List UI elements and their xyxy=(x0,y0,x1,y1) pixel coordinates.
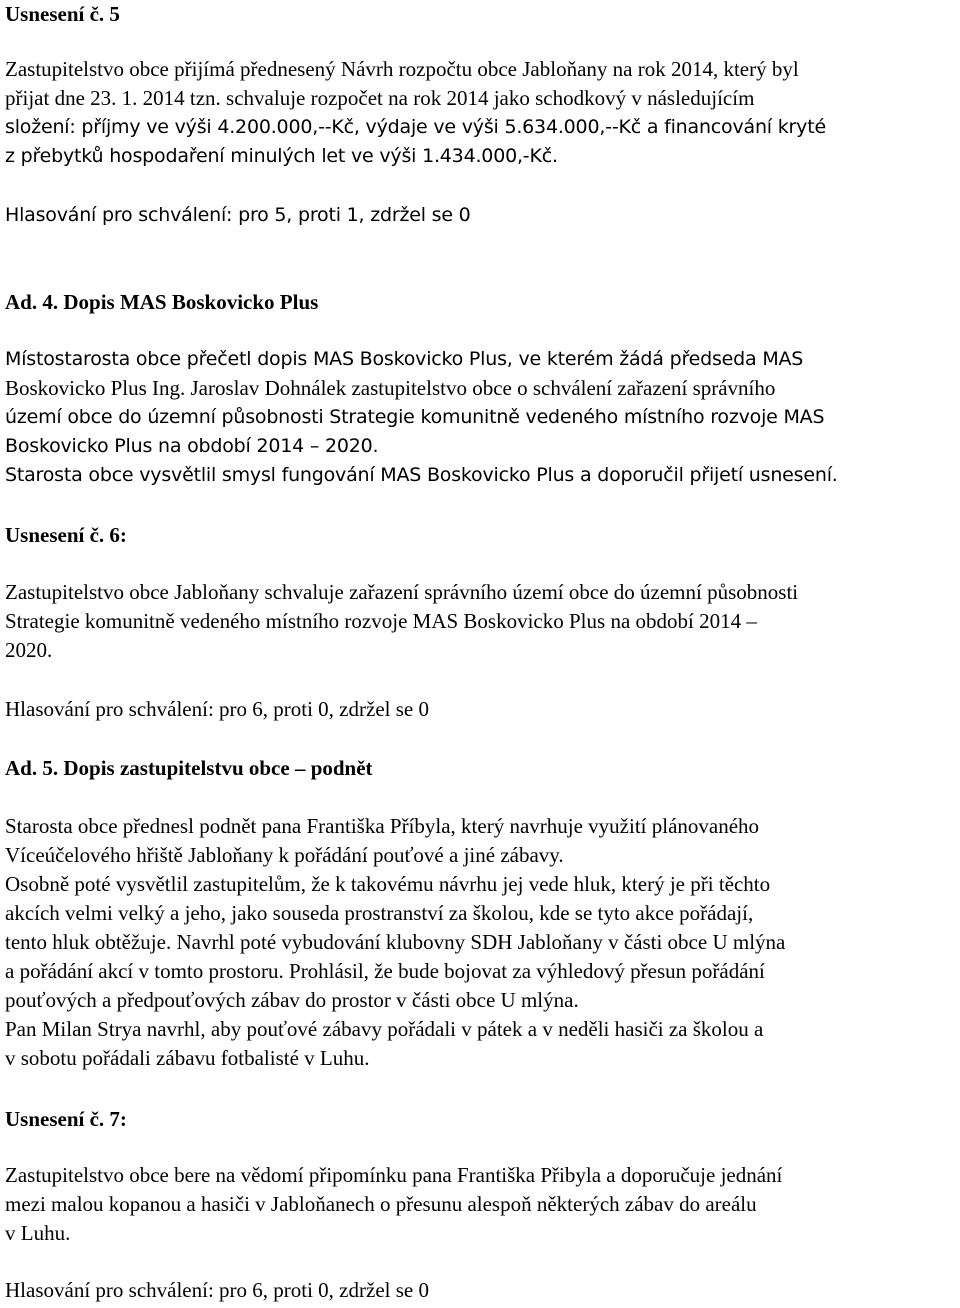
paragraph-line: Starosta obce vysvětlil smysl fungování MAS Boskovicko Plus a doporučil přijetí usnesení. xyxy=(5,464,838,486)
paragraph-line: mezi malou kopanou a hasiči v Jabloňanech o přesunu alespoň některých zábav do areálu xyxy=(5,1192,757,1216)
resolution-7-text xyxy=(5,1161,782,1248)
paragraph-line: Místostarosta obce přečetl dopis MAS Boskovicko Plus, ve kterém žádá předseda MAS xyxy=(5,348,804,370)
vote-result: Hlasování pro schválení: pro 5, proti 1, zdržel se 0 xyxy=(5,204,471,226)
agenda-item-5-heading: Ad. 5. Dopis zastupitelstvu obce – podnět xyxy=(5,756,373,780)
paragraph-line: tento hluk obtěžuje. Navrhl poté vybudování klubovny SDH Jabloňany v části obce U mlýna xyxy=(5,930,786,954)
paragraph-line: Zastupitelstvo obce bere na vědomí připomínku pana Františka Přibyla a doporučuje jednání xyxy=(5,1163,783,1187)
paragraph-line: přijat dne 23. 1. 2014 tzn. schvaluje rozpočet na rok 2014 jako schodkový v následujícím xyxy=(5,86,755,110)
paragraph-line: 2020. xyxy=(5,638,53,662)
paragraph-line: Strategie komunitně vedeného místního rozvoje MAS Boskovicko Plus na období 2014 – xyxy=(5,609,757,633)
agenda-item-5-text xyxy=(5,812,785,1073)
resolution-7-heading: Usnesení č. 7: xyxy=(5,1107,127,1131)
resolution-5-text xyxy=(5,55,826,171)
paragraph-line: v sobotu pořádali zábavu fotbalisté v Luhu. xyxy=(5,1046,370,1070)
vote-result: Hlasování pro schválení: pro 6, proti 0, zdržel se 0 xyxy=(5,697,429,721)
paragraph-line: akcích velmi velký a jeho, jako souseda prostranství za školou, kde se tyto akce pořádají, xyxy=(5,901,754,925)
agenda-item-4-text xyxy=(5,345,838,490)
paragraph-line: Boskovicko Plus na období 2014 – 2020. xyxy=(5,435,379,457)
paragraph-line: v Luhu. xyxy=(5,1221,71,1245)
paragraph-line: pouťových a předpouťových zábav do prostor v části obce U mlýna. xyxy=(5,988,579,1012)
agenda-item-4-heading: Ad. 4. Dopis MAS Boskovicko Plus xyxy=(5,290,319,314)
resolution-5 xyxy=(5,0,120,29)
paragraph-line: Víceúčelového hřiště Jabloňany k pořádání pouťové a jiné zábavy. xyxy=(5,843,564,867)
paragraph-line: Osobně poté vysvětlil zastupitelům, že k takovému návrhu jej vede hluk, který je při těchto xyxy=(5,872,771,896)
paragraph-line: Zastupitelstvo obce přijímá přednesený Návrh rozpočtu obce Jabloňany na rok 2014, který byl xyxy=(5,57,799,81)
paragraph-line: území obce do územní působnosti Strategie komunitně vedeného místního rozvoje MAS xyxy=(5,406,825,428)
resolution-6-heading: Usnesení č. 6: xyxy=(5,523,127,547)
vote-result: Hlasování pro schválení: pro 6, proti 0, zdržel se 0 xyxy=(5,1278,429,1302)
paragraph-line: Pan Milan Strya navrhl, aby pouťové zábavy pořádali v pátek a v neděli hasiči za školou a xyxy=(5,1017,764,1041)
resolution-6-text xyxy=(5,578,798,665)
paragraph-line: Starosta obce přednesl podnět pana Františka Příbyla, který navrhuje využití plánovaného xyxy=(5,814,760,838)
resolution-5-heading: Usnesení č. 5 xyxy=(5,2,120,26)
paragraph-line: Boskovicko Plus Ing. Jaroslav Dohnálek zastupitelstvo obce o schválení zařazení správního xyxy=(5,376,776,400)
paragraph-line: složení: příjmy ve výši 4.200.000,--Kč, výdaje ve výši 5.634.000,--Kč a financování kryté xyxy=(5,116,826,138)
paragraph-line: a pořádání akcí v tomto prostoru. Prohlásil, že bude bojovat za výhledový přesun pořádání xyxy=(5,959,765,983)
paragraph-line: z přebytků hospodaření minulých let ve výši 1.434.000,-Kč. xyxy=(5,145,558,167)
paragraph-line: Zastupitelstvo obce Jabloňany schvaluje zařazení správního území obce do územní působnosti xyxy=(5,580,799,604)
